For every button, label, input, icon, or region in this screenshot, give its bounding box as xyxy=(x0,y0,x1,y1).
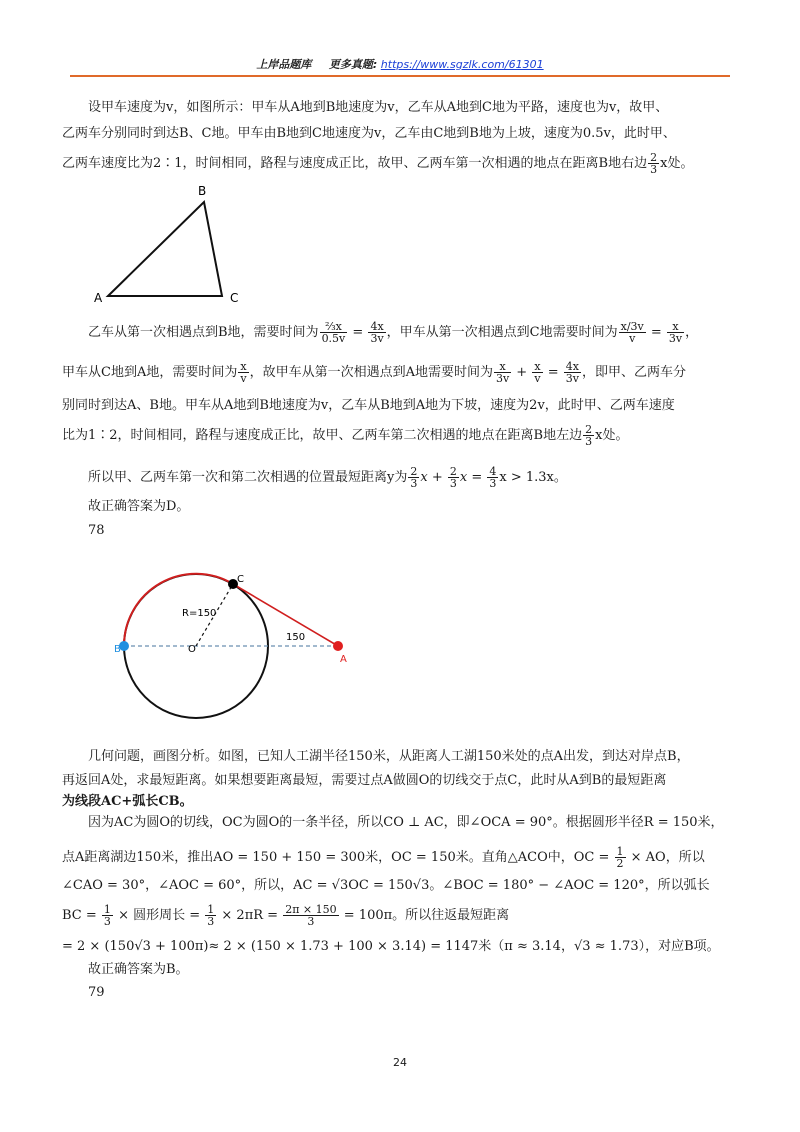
p4-line-1: 几何问题，画图分析。如图，已知人工湖半径150米，从距离人工湖150米处的点A出发，到达对岸点B， xyxy=(88,749,690,764)
fraction-two-thirds-d: $\frac{2}{3}$ xyxy=(449,465,457,490)
label-c: C xyxy=(237,574,244,585)
fraction-t1: $\frac{\text{⅔x}}{0.5v}$ xyxy=(321,320,346,345)
fraction-two-thirds-b: $\frac{2}{3}$ xyxy=(585,423,593,448)
p2-line-2: 甲车从C地到A地，需要时间为 $\frac{x}{v}$ ，故甲车从第一次相遇点到A地需要时间为 $\frac{x}{3v}$ + $\frac{x}{v}$ = $\frac{4x}{3v}$ ，即甲、乙两车分 xyxy=(62,360,686,385)
question-number-78: 78 xyxy=(88,523,105,538)
p4-line-2: 再返回A处，求最短距离。如果想要距离最短，需要过点A做圆O的切线交于点C，此时从A到B的最短距离 xyxy=(62,773,667,788)
question-number-79: 79 xyxy=(88,985,105,1000)
page-header xyxy=(0,56,800,72)
triangle-label-b: B xyxy=(198,184,207,198)
triangle-label-c: C xyxy=(230,291,239,305)
label-b: B xyxy=(114,644,121,655)
p4-line-8: = 2 × (150√3 + 100π)≈ 2 × (150 × 1.73 + 100 × 3.14) = 1147米（π ≈ 3.14，√3 ≈ 1.73），对应B项。 xyxy=(62,939,720,954)
p2-line-2-text: 甲车从C地到A地，需要时间为 xyxy=(62,365,238,380)
header-brand: 上岸品题库 xyxy=(256,58,312,71)
p2-line-3: 别同时到达A、B地。甲车从A地到B地速度为v，乙车从B地到A地为下坡，速度为2v，此时甲、乙两车速度 xyxy=(62,398,675,413)
p4-line-6: ∠CAO = 30°，∠AOC = 60°，所以，AC = √3OC = 150√3。∠BOC = 180° − ∠AOC = 120°，所以弧长 xyxy=(62,878,710,893)
p3-line-1: 所以甲、乙两车第一次和第二次相遇的位置最短距离y为 $\frac{2}{3}$ x + $\frac{2}{3}$ x = $\frac{4}{3}$ x > 1.3x。 xyxy=(88,465,567,490)
fraction-one-third-b: $\frac{1}{3}$ xyxy=(207,903,215,928)
p4-line-5-text: 点A距离湖边150米，推出AO = 150 + 150 = 300米，OC = 150米。直角△ACO中，OC = xyxy=(62,850,610,865)
p2-line-4-text: 比为1∶2，时间相同，路程与速度成正比，故甲、乙两车第二次相遇的地点在距离B地左边 xyxy=(62,428,583,443)
triangle-shape xyxy=(108,202,222,296)
header-link[interactable]: https://www.sgzlk.com/61301 xyxy=(380,58,544,71)
p3-line-1-tail: x > 1.3x。 xyxy=(499,470,567,485)
p1-line-3-text: 乙两车速度比为2∶1，时间相同，路程与速度成正比，故甲、乙两车第一次相遇的地点在距离B地右边 xyxy=(62,156,648,171)
p4-line-4: 因为AC为圆O的切线，OC为圆O的一条半径，所以CO ⊥ AC，即∠OCA = 90°。根据圆形半径R = 150米， xyxy=(88,815,724,830)
circle-diagram xyxy=(110,560,370,730)
answer-78: 故正确答案为D。 xyxy=(88,499,190,514)
fraction-t4: $\frac{x}{3v}$ xyxy=(668,320,683,345)
p2-line-1-mid: ，甲车从第一次相遇点到C地需要时间为 xyxy=(386,325,618,340)
fraction-t2: $\frac{4x}{3v}$ xyxy=(370,320,384,345)
p4-line-7-d: = 100π。所以往返最短距离 xyxy=(343,908,510,923)
fraction-one-half: $\frac{1}{2}$ xyxy=(616,845,624,870)
fraction-t4b: $\frac{x}{3v}$ xyxy=(495,360,510,385)
p3-line-1-text: 所以甲、乙两车第一次和第二次相遇的位置最短距离y为 xyxy=(88,470,408,485)
p1-line-3 xyxy=(62,152,742,175)
p2-line-4 xyxy=(62,424,742,447)
fraction-t6: $\frac{4x}{3v}$ xyxy=(565,360,579,385)
header-more-label: 更多真题: xyxy=(328,58,378,71)
fraction-arc: $\frac{2\pi \times 150}{3}$ xyxy=(285,903,337,928)
p4-line-3: 为线段AC+弧长CB。 xyxy=(62,794,193,809)
p2-line-1: 乙车从第一次相遇点到B地，需要时间为 $\frac{\text{⅔x}}{0.5v}$ = $\frac{4x}{3v}$ ，甲车从第一次相遇点到C地需要时间为 $\frac{x/3v}{v}$ = $\frac{x}{3v}$ ， xyxy=(88,320,699,345)
p4-line-7-c: × 2πR = xyxy=(221,908,279,923)
triangle-diagram xyxy=(88,180,268,310)
p4-line-7 xyxy=(62,904,742,927)
fraction-four-thirds: $\frac{4}{3}$ xyxy=(489,465,497,490)
fraction-one-third: $\frac{1}{3}$ xyxy=(103,903,111,928)
fraction-t5: $\frac{x}{v}$ xyxy=(240,360,247,385)
p2-line-2-mid: ，故甲车从第一次相遇点到A地需要时间为 xyxy=(249,365,493,380)
p1-line-3-tail: x处。 xyxy=(660,156,694,171)
p2-line-2-tail: ，即甲、乙两车分 xyxy=(581,365,686,380)
header-divider xyxy=(70,75,730,77)
label-a: A xyxy=(340,654,347,665)
fraction-t3: $\frac{x/3v}{v}$ xyxy=(620,320,644,345)
p2-line-1-text: 乙车从第一次相遇点到B地，需要时间为 xyxy=(88,325,319,340)
p1-line-2: 乙两车分别同时到达B、C地。甲车由B地到C地速度为v，乙车由C地到B地为上坡，速度为0.5v，此时甲、 xyxy=(62,126,676,141)
fraction-two-thirds-c: $\frac{2}{3}$ xyxy=(410,465,418,490)
fraction-t5b: $\frac{x}{v}$ xyxy=(534,360,541,385)
p4-line-7-b: × 圆形周长 = xyxy=(118,908,201,923)
fraction-two-thirds: $\frac{2}{3}$ xyxy=(650,151,658,176)
p4-line-5 xyxy=(62,846,742,869)
label-o: O xyxy=(188,644,196,655)
label-distance: 150 xyxy=(286,632,306,643)
arc-cb xyxy=(124,574,233,646)
p2-line-4-tail: x处。 xyxy=(595,428,629,443)
answer-79: 故正确答案为B。 xyxy=(88,962,189,977)
label-radius: R=150 xyxy=(182,608,217,619)
p4-line-7-a: BC = xyxy=(62,908,97,923)
page-number: 24 xyxy=(393,1056,407,1069)
triangle-label-a: A xyxy=(94,291,103,305)
point-a xyxy=(333,641,343,651)
p1-line-1: 设甲车速度为v，如图所示：甲车从A地到B地速度为v，乙车从A地到C地为平路，速度也为v，故甲、 xyxy=(88,100,669,115)
p4-line-5-tail: × AO，所以 xyxy=(630,850,705,865)
